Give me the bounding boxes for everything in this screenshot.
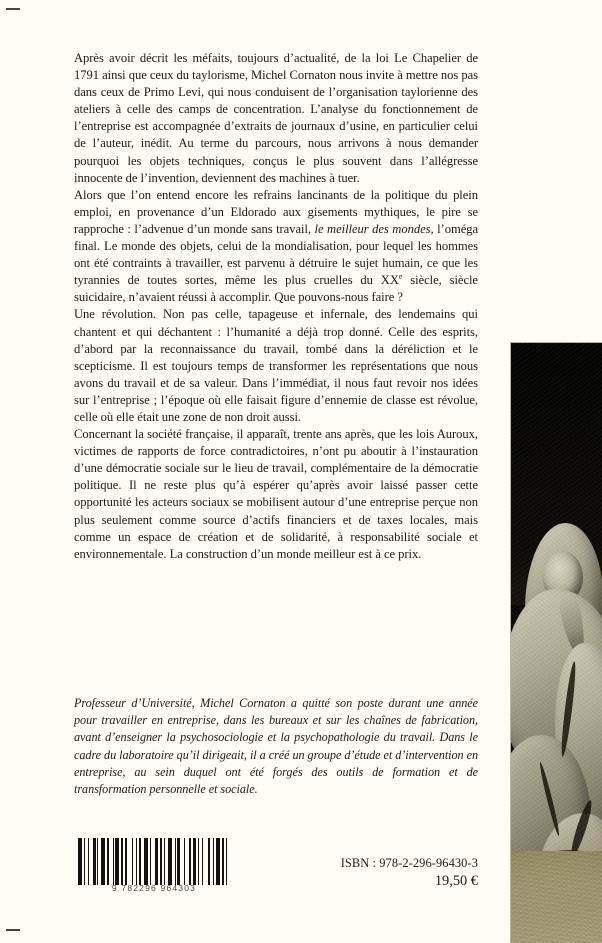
blurb-run-text: Alors que l’on entend encore les refrains lancinants de la politique du plein emploi, en provenance d’un Eldorado aux gisements mythiques, le pire se rapproche : l’advenue d’un monde sans travail, bbox=[74, 187, 478, 236]
barcode-bar bbox=[177, 838, 179, 885]
blurb-text-column bbox=[74, 50, 478, 563]
barcode-bar bbox=[136, 838, 137, 885]
barcode-bar bbox=[160, 838, 162, 885]
barcode-bar bbox=[139, 838, 141, 885]
author-bio-text: Professeur d’Université, Michel Cornaton a quitté son poste durant une année pour travailler en entreprise, dans les bureaux et sur les chaînes de fabrication, avant d’enseigner la psychosociologie et la psychopathologie du travail. Dans le cadre du laboratoire qu’il dirigeait, il a créé un groupe d’étude et d’intervention en entreprise, au sein duquel ont été forgés des outils de formation et de transformation personnelle et sociale. bbox=[74, 696, 478, 797]
blurb-paragraph-2 bbox=[74, 187, 478, 307]
barcode-bar bbox=[125, 838, 127, 885]
photo-inner bbox=[511, 343, 602, 943]
barcode-bar bbox=[198, 838, 199, 885]
barcode-bar bbox=[202, 838, 203, 885]
barcode-bar bbox=[175, 838, 176, 885]
isbn-price-block bbox=[250, 855, 478, 891]
barcode-bar bbox=[155, 838, 157, 885]
barcode-bar bbox=[88, 838, 89, 885]
blurb-paragraph-3 bbox=[74, 306, 478, 426]
barcode-bar bbox=[222, 838, 224, 885]
photo-ground bbox=[511, 851, 602, 943]
blurb-run-text: Concernant la société française, il apparaît, trente ans après, que les lois Auroux, victimes de rapports de force contradictoires, n’ont pu aboutir à l’instauration d’une démocratie sociale sur le lieu de travail, complémentaire de la démocratie politique. Il ne reste plus qu’à espérer qu’après avoir laissé passer cette opportunité les acteurs sociaux se mobilisent autour d’une entreprise perçue non plus seulement comme source d’actifs financiers et de taxes locales, mais comme un espace de création et de solidarité, à responsabilité sociale et environnementale. La construction d’un monde meilleur est à ce prix. bbox=[74, 427, 478, 561]
barcode-bar bbox=[101, 838, 105, 885]
barcode-bar bbox=[168, 838, 172, 885]
barcode-bar bbox=[164, 838, 165, 885]
barcode-bars bbox=[78, 838, 230, 885]
blurb-run-text: siècle, siècle suicidaire, n’avaient réussi à accomplir. Que pouvons-nous faire ? bbox=[74, 273, 478, 305]
barcode-bar bbox=[150, 838, 151, 885]
barcode-bar bbox=[107, 838, 109, 885]
barcode-bar bbox=[132, 838, 133, 885]
barcode-bar bbox=[216, 838, 220, 885]
barcode-bar bbox=[208, 838, 210, 885]
blurb-run-text: Après avoir décrit les méfaits, toujours d’actualité, de la loi Le Chapelier de 1791 ainsi que ceux du taylorisme, Michel Cornaton nous invite à mettre nos pas dans ceux de Primo Levi, qui nous conduisent de l’organisation taylorienne des ateliers à celle des camps de concentration. L’analyse du fonctionnement de l’entreprise est accompagnée d’extraits de journaux d’usine, en particulier celui de l’auteur, inédit. Au terme du parcours, nous arrivons à nous demander pourquoi les objets techniques, conçus le plus souvent dans l’allégresse innocente de l’invention, deviennent des machines à tuer. bbox=[74, 51, 478, 185]
barcode-bar bbox=[144, 838, 148, 885]
barcode-bar bbox=[189, 838, 191, 885]
blurb-paragraph-4 bbox=[74, 426, 478, 563]
blurb-run-text: Une révolution. Non pas celle, tapageuse et infernale, des lendemains qui chantent et qui déchantent : l’humanité a déjà trop donné. Celle des esprits, d’abord par la reconnaissance du travail, tombé dans la déréliction et le scepticisme. Il est toujours temps de transformer les représentations que nous avons du travail et de sa valeur. Dans l’immédiat, il nous faut revoir nos idées sur l’entreprise ; l’époque où elle faisait figure d’ennemie de classe est révolue, celle où elle était une zone de non droit aussi. bbox=[74, 307, 478, 424]
barcode-bar bbox=[78, 838, 82, 885]
barcode-digits: 9 782296 964303 bbox=[111, 883, 197, 893]
barcode-bar bbox=[113, 838, 114, 885]
barcode-bar bbox=[184, 838, 185, 885]
blurb-run-superscript: e bbox=[398, 272, 403, 282]
ean13-barcode bbox=[78, 838, 230, 900]
crop-mark-top-left bbox=[6, 8, 20, 10]
barcode-bar bbox=[84, 838, 85, 885]
isbn-label: ISBN : 978-2-296-96430-3 bbox=[340, 856, 478, 870]
price-label: 19,50 € bbox=[434, 873, 478, 889]
barcode-bar bbox=[115, 838, 119, 885]
blurb-run-italic: le meilleur des mondes bbox=[314, 221, 431, 236]
crop-mark-bottom-left bbox=[6, 929, 20, 931]
barcode-bar bbox=[193, 838, 197, 885]
barcode-bar bbox=[93, 838, 95, 885]
barcode-bar bbox=[226, 838, 227, 885]
barcode-bar bbox=[97, 838, 98, 885]
blurb-paragraph-1 bbox=[74, 50, 478, 187]
author-bio-block bbox=[74, 695, 478, 798]
barcode-bar bbox=[213, 838, 214, 885]
blurb-run-text: , l’oméga final. Le monde des objets, celui de la mondialisation, pour lequel les hommes ont été contraints à travailler, est parvenu à détruire le sujet humain, ce que les tyrannies de toutes sortes, même les plus cruelles du XX bbox=[74, 221, 479, 288]
barcode-bar bbox=[121, 838, 123, 885]
sculpture-photograph bbox=[510, 342, 602, 943]
